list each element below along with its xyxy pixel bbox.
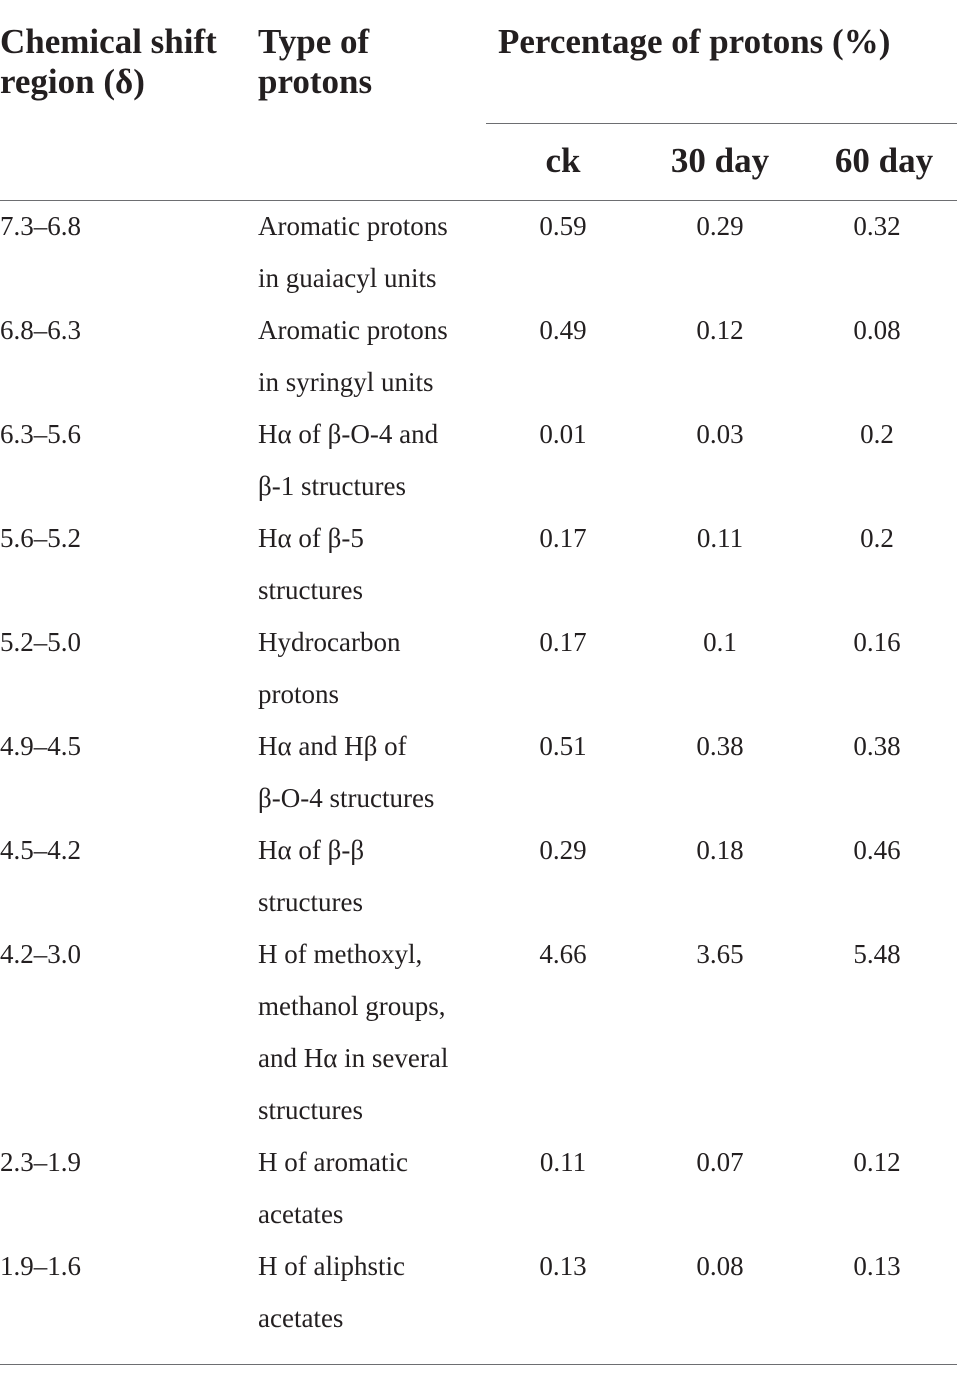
cell-ck: 0.13 [539,1251,587,1281]
cell-proton-type-line: Hα and Hβ of [258,731,407,761]
cell-chemical-shift: 4.5–4.2 [0,835,81,865]
cell-30-day: 0.07 [696,1147,744,1177]
cell-chemical-shift: 5.2–5.0 [0,627,81,657]
cell-60-day: 0.38 [853,731,901,761]
cell-ck: 0.29 [539,835,587,865]
cell-chemical-shift: 5.6–5.2 [0,523,81,553]
header-60-day: 60 day [834,141,934,180]
cell-chemical-shift: 7.3–6.8 [0,211,81,241]
cell-ck: 0.01 [539,419,587,449]
cell-proton-type-line: H of aromatic [258,1147,408,1177]
cell-60-day: 0.32 [853,211,901,241]
cell-30-day: 0.1 [703,627,737,657]
cell-proton-type-line: acetates [258,1199,344,1229]
header-type-of-protons: Type of protons [258,22,373,101]
cell-30-day: 3.65 [696,939,744,969]
header-ck: ck [545,141,581,180]
cell-30-day: 0.03 [696,419,744,449]
cell-chemical-shift: 4.9–4.5 [0,731,81,761]
cell-proton-type-line: H of aliphstic [258,1251,405,1281]
cell-proton-type-line: Hα of β-β [258,835,365,865]
cell-60-day: 0.2 [860,523,894,553]
cell-ck: 0.51 [539,731,587,761]
cell-ck: 0.49 [539,315,587,345]
cell-proton-type-line: structures [258,887,363,917]
cell-proton-type-line: Aromatic protons [258,315,448,345]
cell-chemical-shift: 2.3–1.9 [0,1147,81,1177]
header-bottom-rule [0,200,957,201]
cell-proton-type-line: β-1 structures [258,471,406,501]
cell-30-day: 0.18 [696,835,744,865]
group-header-rule [486,123,957,124]
cell-proton-type-line: Hα of β-O-4 and [258,419,439,449]
cell-ck: 0.59 [539,211,587,241]
cell-ck: 0.11 [539,1147,587,1177]
cell-60-day: 0.2 [860,419,894,449]
header-percentage-group: Percentage of protons (%) [498,22,891,61]
cell-proton-type-line: structures [258,575,363,605]
cell-chemical-shift: 6.8–6.3 [0,315,81,345]
cell-proton-type-line: Hα of β-5 [258,523,364,553]
cell-30-day: 0.08 [696,1251,744,1281]
cell-proton-type-line: in guaiacyl units [258,263,437,293]
cell-30-day: 0.29 [696,211,744,241]
cell-ck: 0.17 [539,523,587,553]
cell-proton-type-line: acetates [258,1303,344,1333]
cell-60-day: 0.46 [853,835,901,865]
cell-ck: 0.17 [539,627,587,657]
cell-proton-type-line: β-O-4 structures [258,783,435,813]
cell-proton-type-line: Aromatic protons [258,211,448,241]
cell-60-day: 0.16 [853,627,901,657]
cell-proton-type-line: in syringyl units [258,367,434,397]
cell-chemical-shift: 1.9–1.6 [0,1251,81,1281]
cell-chemical-shift: 6.3–5.6 [0,419,81,449]
cell-proton-type-line: protons [258,679,339,709]
cell-60-day: 0.13 [853,1251,901,1281]
cell-30-day: 0.12 [696,315,744,345]
cell-proton-type-line: and Hα in several [258,1043,449,1073]
cell-proton-type-line: methanol groups, [258,991,446,1021]
header-30-day: 30 day [670,141,770,180]
cell-60-day: 0.12 [853,1147,901,1177]
cell-30-day: 0.38 [696,731,744,761]
cell-60-day: 0.08 [853,315,901,345]
cell-proton-type-line: structures [258,1095,363,1125]
cell-proton-type-line: Hydrocarbon [258,627,401,657]
table-bottom-rule [0,1364,957,1365]
cell-proton-type-line: H of methoxyl, [258,939,423,969]
cell-60-day: 5.48 [853,939,901,969]
header-chemical-shift: Chemical shift region (δ) [0,22,217,101]
cell-30-day: 0.11 [696,523,744,553]
cell-ck: 4.66 [539,939,587,969]
cell-chemical-shift: 4.2–3.0 [0,939,81,969]
